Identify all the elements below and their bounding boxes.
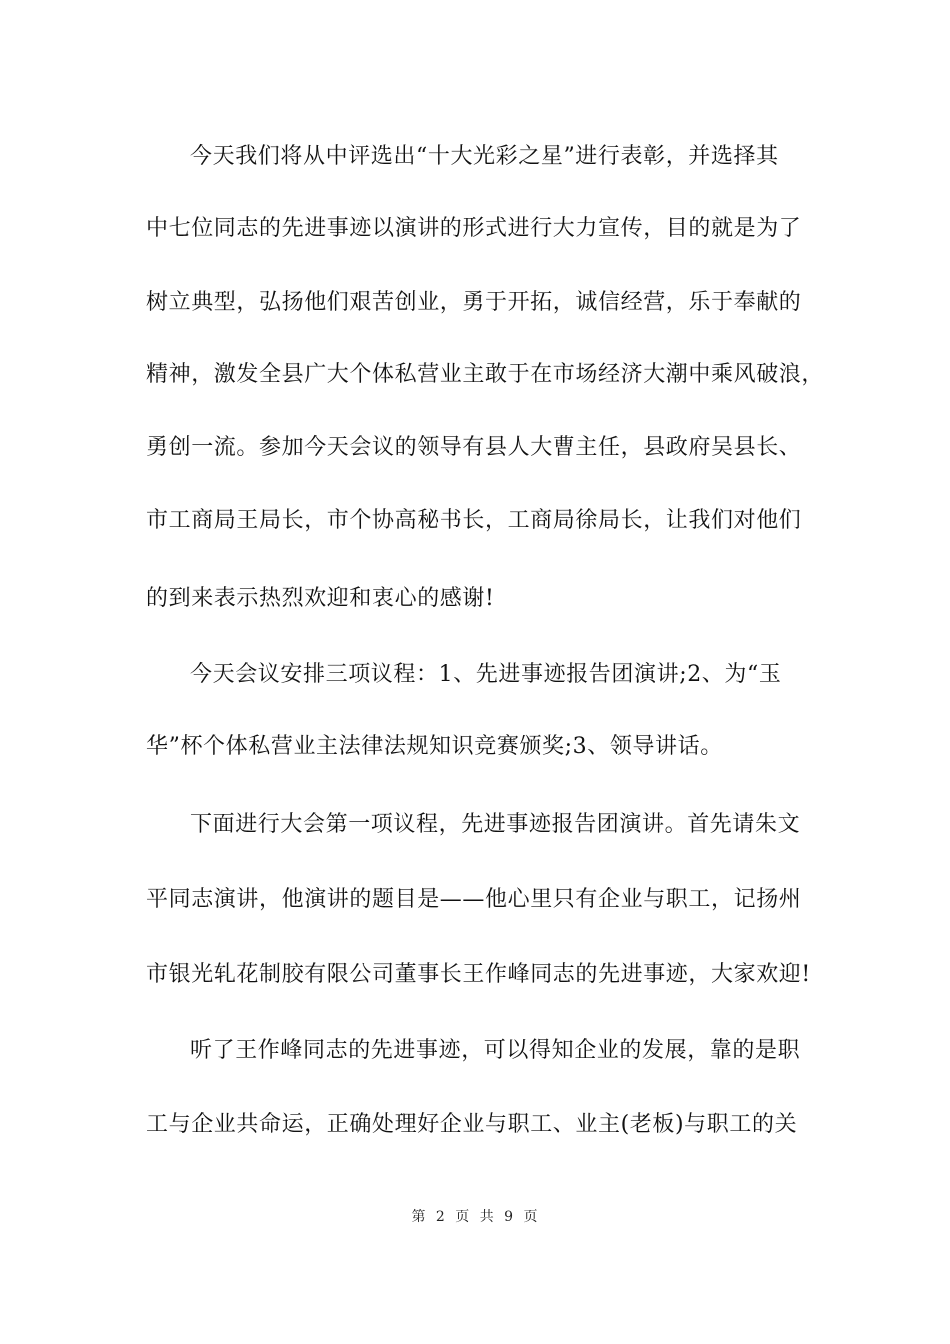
paragraph-2-line-2: 华”杯个体私营业主法律法规知识竞赛颁奖;3、领导讲话。: [146, 734, 723, 759]
paragraph-1-line-1: 今天我们将从中评选出“十大光彩之星”进行表彰，并选择其: [190, 144, 779, 169]
paragraph-1-line-7: 的到来表示热烈欢迎和衷心的感谢!: [146, 586, 495, 611]
total-page-count: 9: [504, 1209, 515, 1225]
paragraph-2-line-1: 今天会议安排三项议程：1、先进事迹报告团演讲;2、为“玉: [190, 662, 782, 687]
paragraph-1-line-6: 市工商局王局长，市个协高秘书长，工商局徐局长，让我们对他们: [146, 508, 802, 533]
footer-page-label: 页: [455, 1209, 471, 1225]
paragraph-3-line-3: 市银光轧花制胶有限公司董事长王作峰同志的先进事迹，大家欢迎!: [146, 962, 811, 987]
paragraph-4-line-1: 听了王作峰同志的先进事迹，可以得知企业的发展，靠的是职: [190, 1038, 801, 1063]
paragraph-1-line-2: 中七位同志的先进事迹以演讲的形式进行大力宣传，目的就是为了: [146, 216, 802, 241]
footer-suffix: 页: [523, 1209, 539, 1225]
paragraph-3-line-2: 平同志演讲，他演讲的题目是——他心里只有企业与职工，记扬州: [146, 887, 802, 912]
paragraph-3-line-1: 下面进行大会第一项议程，先进事迹报告团演讲。首先请朱文: [190, 812, 801, 837]
paragraph-1-line-5: 勇创一流。参加今天会议的领导有县人大曹主任，县政府吴县长、: [146, 435, 802, 460]
paragraph-4-line-2: 工与企业共命运，正确处理好企业与职工、业主(老板)与职工的关: [146, 1112, 798, 1137]
paragraph-1-line-3: 树立典型，弘扬他们艰苦创业，勇于开拓，诚信经营，乐于奉献的: [146, 290, 802, 315]
current-page-number: 2: [435, 1209, 446, 1225]
paragraph-1-line-4: 精神，激发全县广大个体私营业主敢于在市场经济大潮中乘风破浪，: [146, 362, 825, 387]
footer-total-label: 共: [479, 1209, 495, 1225]
page-footer: [0, 1207, 950, 1227]
footer-prefix: 第: [411, 1209, 427, 1225]
